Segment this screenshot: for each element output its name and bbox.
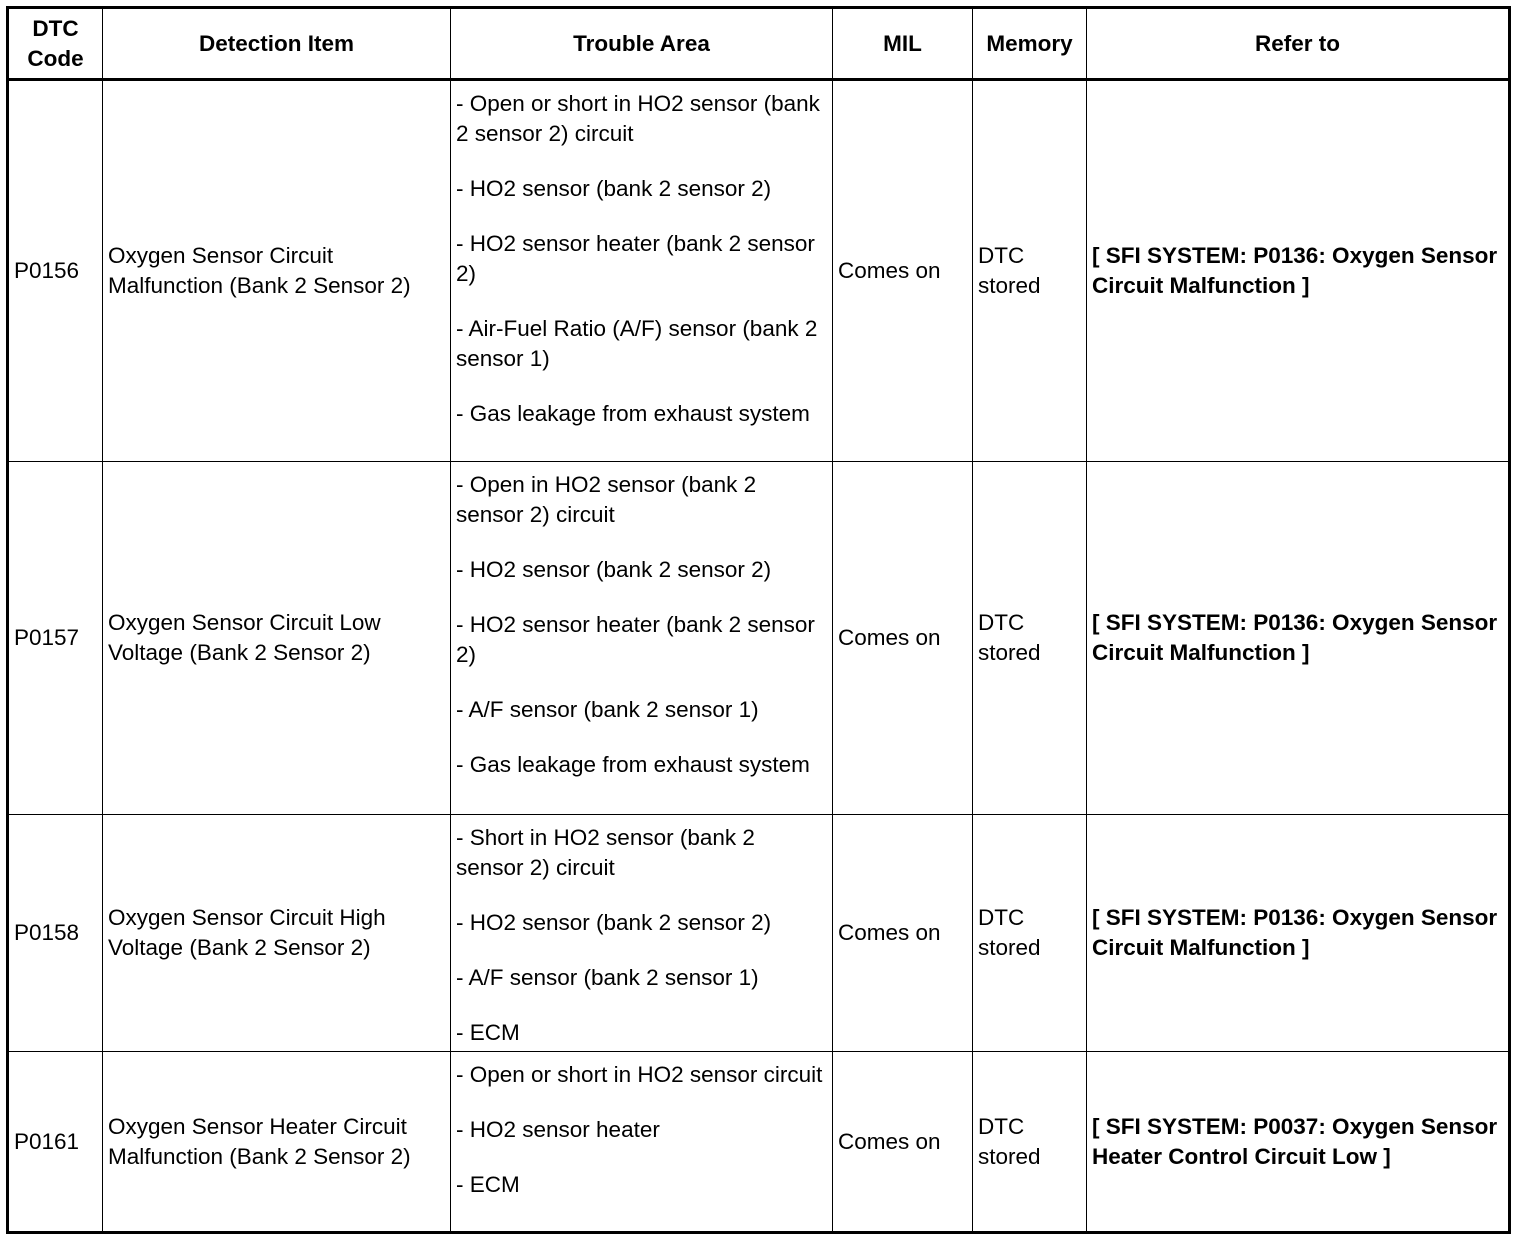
header-memory: Memory bbox=[973, 8, 1087, 80]
refer-link[interactable]: [ SFI SYSTEM: P0136: Oxygen Sensor Circuit Malfunction ] bbox=[1087, 462, 1510, 815]
detection-item: Oxygen Sensor Circuit Malfunction (Bank 2 Sensor 2) bbox=[103, 80, 451, 462]
header-row bbox=[8, 8, 1510, 80]
dtc-code: P0161 bbox=[8, 1052, 103, 1233]
mil-status: Comes on bbox=[833, 815, 973, 1052]
trouble-item: - Open in HO2 sensor (bank 2 sensor 2) circuit bbox=[456, 472, 757, 527]
header-refer-to: Refer to bbox=[1087, 8, 1510, 80]
trouble-area bbox=[451, 80, 833, 462]
mil-status: Comes on bbox=[833, 462, 973, 815]
detection-item: Oxygen Sensor Circuit Low Voltage (Bank 2 Sensor 2) bbox=[103, 462, 451, 815]
trouble-item: - A/F sensor (bank 2 sensor 1) bbox=[456, 697, 759, 722]
table-row bbox=[8, 80, 1510, 462]
trouble-item: - HO2 sensor (bank 2 sensor 2) bbox=[456, 176, 772, 201]
table-row bbox=[8, 462, 1510, 815]
memory-status: DTC stored bbox=[973, 815, 1087, 1052]
trouble-area bbox=[451, 462, 833, 815]
trouble-item: - Open or short in HO2 sensor (bank 2 sensor 2) circuit bbox=[456, 91, 820, 146]
trouble-item: - HO2 sensor heater (bank 2 sensor 2) bbox=[456, 612, 815, 667]
memory-status: DTC stored bbox=[973, 462, 1087, 815]
trouble-item: - Gas leakage from exhaust system bbox=[456, 752, 810, 777]
dtc-code: P0156 bbox=[8, 80, 103, 462]
trouble-item: - Air-Fuel Ratio (A/F) sensor (bank 2 sensor 1) bbox=[456, 316, 818, 371]
header-dtc-code: DTC Code bbox=[8, 8, 103, 80]
trouble-item: - HO2 sensor heater bbox=[456, 1117, 660, 1142]
refer-link[interactable]: [ SFI SYSTEM: P0037: Oxygen Sensor Heater Control Circuit Low ] bbox=[1087, 1052, 1510, 1233]
trouble-item: - A/F sensor (bank 2 sensor 1) bbox=[456, 965, 759, 990]
dtc-code: P0157 bbox=[8, 462, 103, 815]
refer-link[interactable]: [ SFI SYSTEM: P0136: Oxygen Sensor Circuit Malfunction ] bbox=[1087, 80, 1510, 462]
mil-status: Comes on bbox=[833, 1052, 973, 1233]
memory-status: DTC stored bbox=[973, 1052, 1087, 1233]
refer-link[interactable]: [ SFI SYSTEM: P0136: Oxygen Sensor Circuit Malfunction ] bbox=[1087, 815, 1510, 1052]
trouble-item: - Short in HO2 sensor (bank 2 sensor 2) circuit bbox=[456, 825, 755, 880]
table-row bbox=[8, 1052, 1510, 1233]
table-row bbox=[8, 815, 1510, 1052]
detection-item: Oxygen Sensor Heater Circuit Malfunction (Bank 2 Sensor 2) bbox=[103, 1052, 451, 1233]
header-trouble-area: Trouble Area bbox=[451, 8, 833, 80]
trouble-item: - ECM bbox=[456, 1172, 520, 1197]
trouble-item: - Open or short in HO2 sensor circuit bbox=[456, 1062, 823, 1087]
dtc-code: P0158 bbox=[8, 815, 103, 1052]
trouble-area bbox=[451, 1052, 833, 1233]
trouble-item: - HO2 sensor heater (bank 2 sensor 2) bbox=[456, 231, 815, 286]
dtc-table bbox=[6, 6, 1511, 1234]
memory-status: DTC stored bbox=[973, 80, 1087, 462]
trouble-item: - ECM bbox=[456, 1020, 520, 1045]
detection-item: Oxygen Sensor Circuit High Voltage (Bank 2 Sensor 2) bbox=[103, 815, 451, 1052]
trouble-item: - Gas leakage from exhaust system bbox=[456, 401, 810, 426]
header-mil: MIL bbox=[833, 8, 973, 80]
trouble-area bbox=[451, 815, 833, 1052]
mil-status: Comes on bbox=[833, 80, 973, 462]
trouble-item: - HO2 sensor (bank 2 sensor 2) bbox=[456, 557, 772, 582]
trouble-item: - HO2 sensor (bank 2 sensor 2) bbox=[456, 910, 772, 935]
header-detection-item: Detection Item bbox=[103, 8, 451, 80]
